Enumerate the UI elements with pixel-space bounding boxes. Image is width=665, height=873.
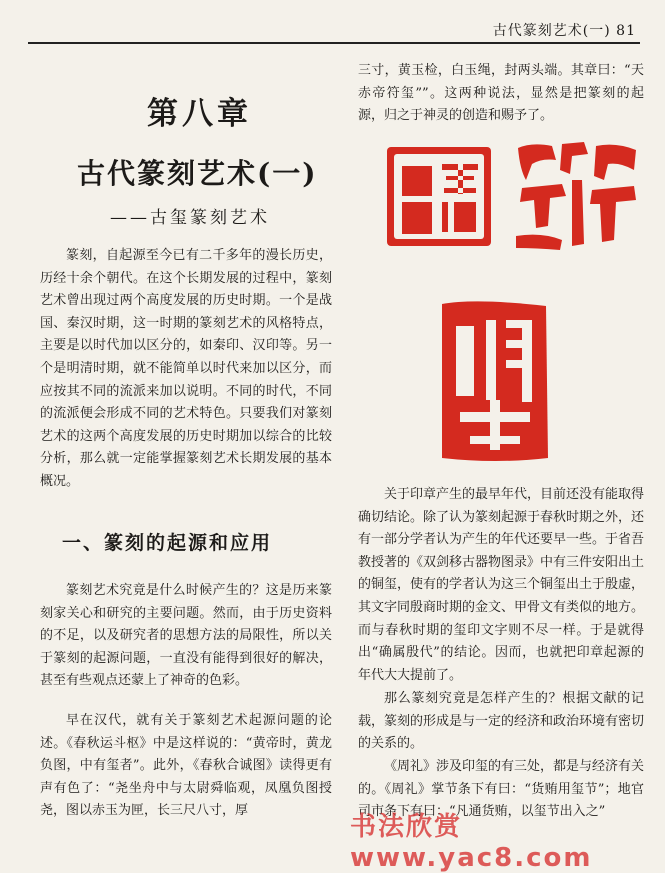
right-paragraph-1: 关于印章产生的最早年代，目前还没有能取得确切结论。除了认为篆刻起源于春秋时期之外，还有一部分学者认为产生的年代还要早一些。于省吾教授著的《双剑移古器物图录》中有三件安阳出土的铜玺，使有的学者认为这三个铜玺出土于殷虚，其文字同殷商时期的金文、甲骨文有类似的地方。而与春秋时期的玺印文字则不尽一样。于是就得出“确属殷代”的结论。因而，也就把印章起源的年代大大提前了。 (358, 487, 645, 683)
seal-tall-character (436, 296, 554, 466)
chapter-title: 古代篆刻艺术(一) (77, 157, 318, 190)
right-paragraph-2: 那么篆刻究竟是怎样产生的？根据文献的记载，篆刻的形成是与一定的经济和政治环境有密切的关系的。 (358, 691, 645, 752)
chapter-subtitle: ——古玺篆刻艺术 (110, 208, 270, 228)
section-title: 一、篆刻的起源和应用 (62, 532, 273, 554)
running-header-text: 古代篆刻艺术(一) 81 (492, 23, 636, 39)
seal-irregular-character (512, 140, 642, 252)
running-header (28, 20, 640, 44)
section-paragraph-2: 早在汉代，就有关于篆刻艺术起源问题的论述。《春秋运斗枢》中是这样说的：“黄帝时，黄龙负图，中有玺者”。此外，《春秋合诚图》读得更有声有色了：“尧坐舟中与太尉舜临观，凤凰负图授尧，图以赤玉为匣，长三尺八寸，厚 (40, 713, 332, 819)
right-top-paragraph: 三寸，黄玉检，白玉绳，封两头端。其章曰：“天赤帝符玺””。这两种说法，显然是把篆刻的起源，归之于神灵的创造和赐予了。 (358, 63, 644, 124)
seal-square-four-character (384, 144, 494, 249)
intro-paragraph: 篆刻，自起源至今已有二千多年的漫长历史，历经十余个朝代。在这个长期发展的过程中，篆刻艺术曾出现过两个高度发展的历史时期。一个是战国、秦汉时期，这一时期的篆刻艺术的风格特点，主要是以时代加以区分的，如秦印、汉印等。另一个是明清时期，就不能简单以时代来加以区分，而应按其不同的流派来加以说明。不同的时代，不同的流派便会形成不同的艺术特色。只要我们对篆刻艺术的这两个高度发展的历史时期加以综合的比较分析，那么就一定能掌握篆刻艺术长期发展的基本概况。 (40, 248, 332, 489)
right-paragraph-3: 《周礼》涉及印玺的有三处，都是与经济有关的。《周礼》掌节条下有曰：“货贿用玺节”；地官司市条下有曰：“凡通货贿，以玺节出入之” (358, 759, 645, 820)
watermark: 书法欣赏 www.yac8.com (350, 812, 593, 873)
chapter-number: 第八章 (147, 96, 252, 132)
section-paragraph-1: 篆刻艺术究竟是什么时候产生的？这是历来篆刻家关心和研究的主要问题。然而，由于历史资料的不足，以及研究者的思想方法的局限性，所以关于篆刻的起源问题，一直没有能得到很好的解决，甚至有些观点还蒙上了神奇的色彩。 (40, 583, 332, 689)
